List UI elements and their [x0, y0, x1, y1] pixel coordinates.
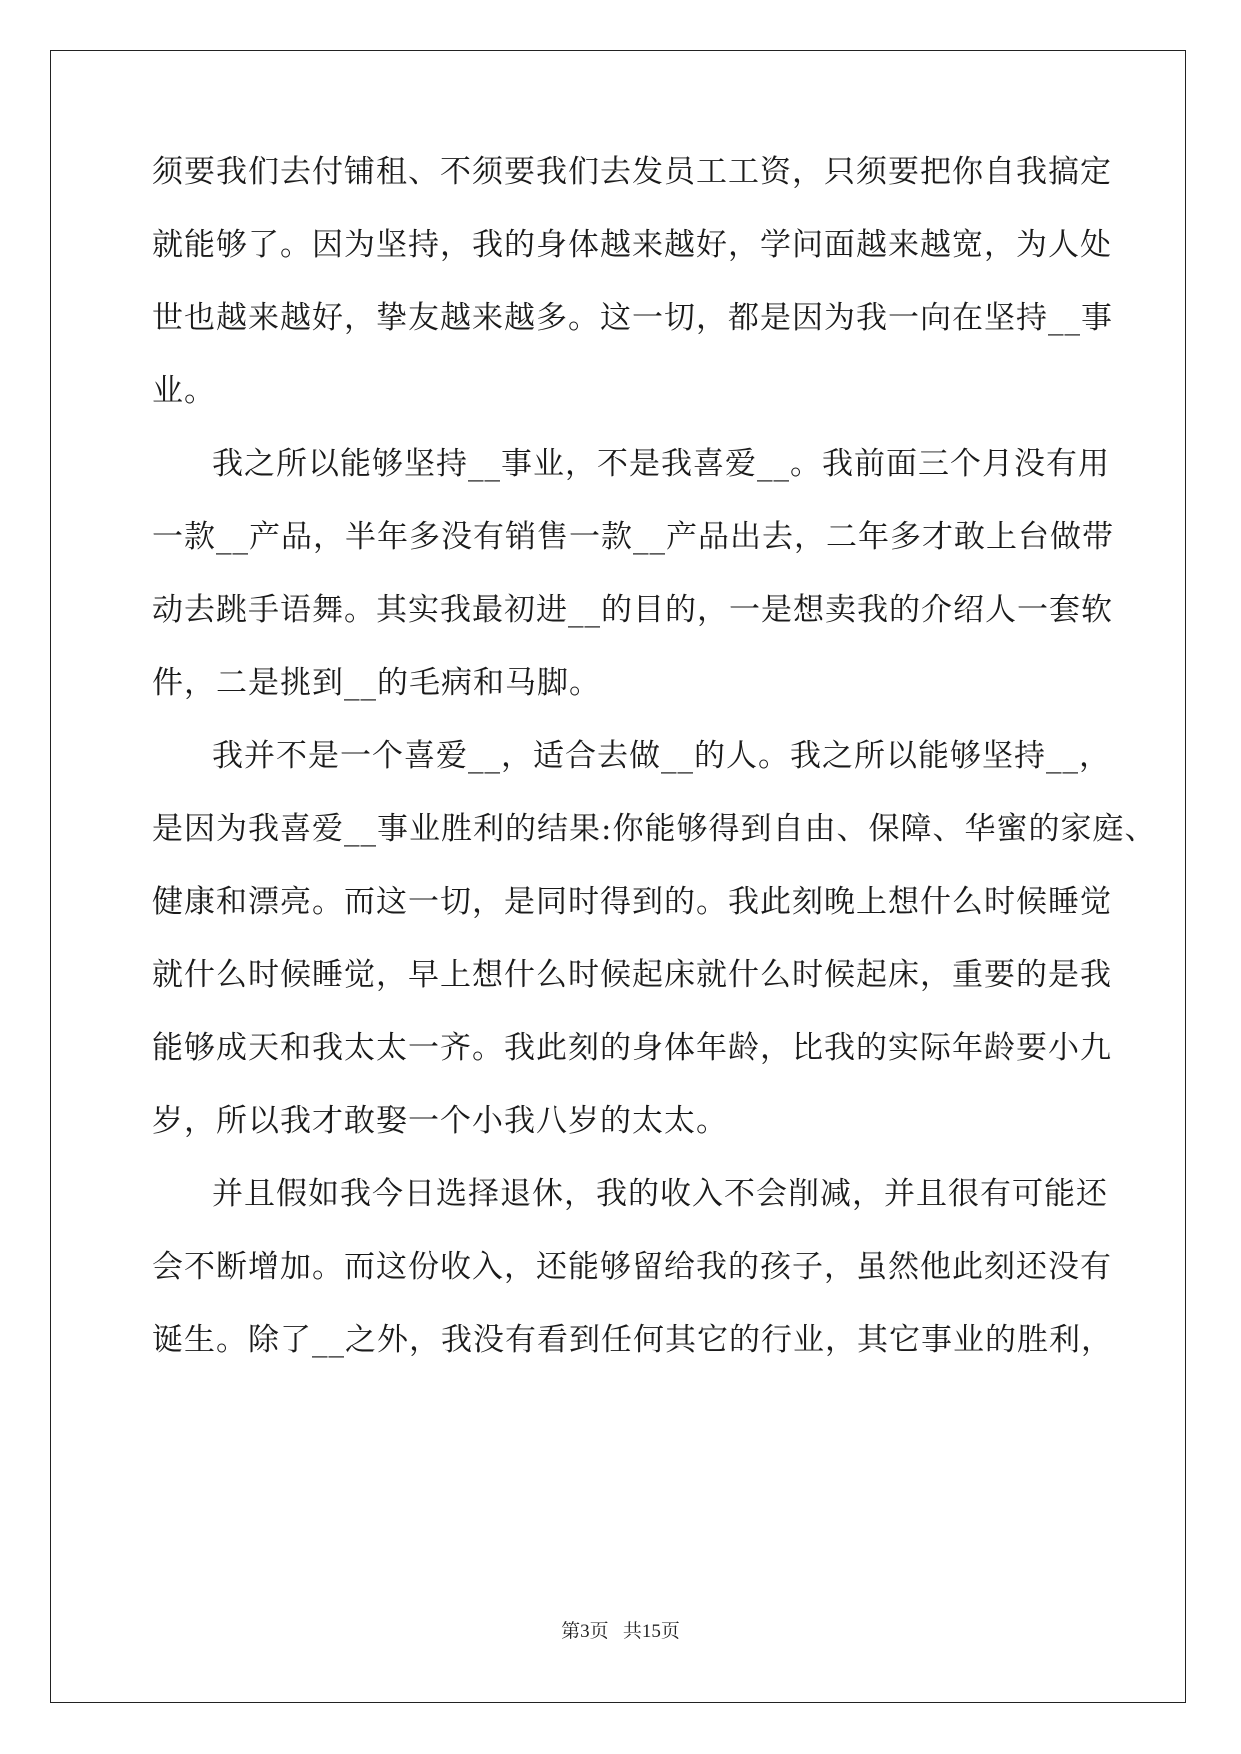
text-line: 须要我们去付铺租、不须要我们去发员工工资，只须要把你自我搞定 — [152, 154, 1112, 190]
paragraph-first-line: 我之所以能够坚持__事业，不是我喜爱__。我前面三个月没有用 — [212, 446, 1110, 482]
text-line: 是因为我喜爱__事业胜利的结果:你能够得到自由、保障、华蜜的家庭、 — [152, 811, 1157, 847]
text-line: 件，二是挑到__的毛病和马脚。 — [152, 665, 601, 701]
text-line: 能够成天和我太太一齐。我此刻的身体年龄，比我的实际年龄要小九 — [152, 1030, 1112, 1066]
text-line: 世也越来越好，挚友越来越多。这一切，都是因为我一向在坚持__事 — [152, 300, 1113, 336]
page-total: 共15页 — [622, 1621, 680, 1642]
text-line: 一款__产品，半年多没有销售一款__产品出去，二年多才敢上台做带 — [152, 519, 1114, 555]
text-line: 就什么时候睡觉，早上想什么时候起床就什么时候起床，重要的是我 — [152, 957, 1112, 993]
page-footer — [0, 1620, 1241, 1644]
text-line: 动去跳手语舞。其实我最初进__的目的，一是想卖我的介绍人一套软 — [152, 592, 1113, 628]
text-line: 健康和漂亮。而这一切，是同时得到的。我此刻晚上想什么时候睡觉 — [152, 884, 1112, 920]
paragraph-first-line: 我并不是一个喜爱__，适合去做__的人。我之所以能够坚持__， — [212, 738, 1111, 774]
text-line: 业。 — [152, 373, 216, 409]
text-line: 岁，所以我才敢娶一个小我八岁的太太。 — [152, 1103, 728, 1139]
text-line: 会不断增加。而这份收入，还能够留给我的孩子，虽然他此刻还没有 — [152, 1249, 1112, 1285]
text-line: 就能够了。因为坚持，我的身体越来越好，学问面越来越宽，为人处 — [152, 227, 1112, 263]
text-line: 诞生。除了__之外，我没有看到任何其它的行业，其它事业的胜利， — [152, 1322, 1113, 1358]
paragraph-first-line: 并且假如我今日选择退休，我的收入不会削减，并且很有可能还 — [212, 1176, 1108, 1212]
page-number: 第3页 — [561, 1621, 609, 1642]
